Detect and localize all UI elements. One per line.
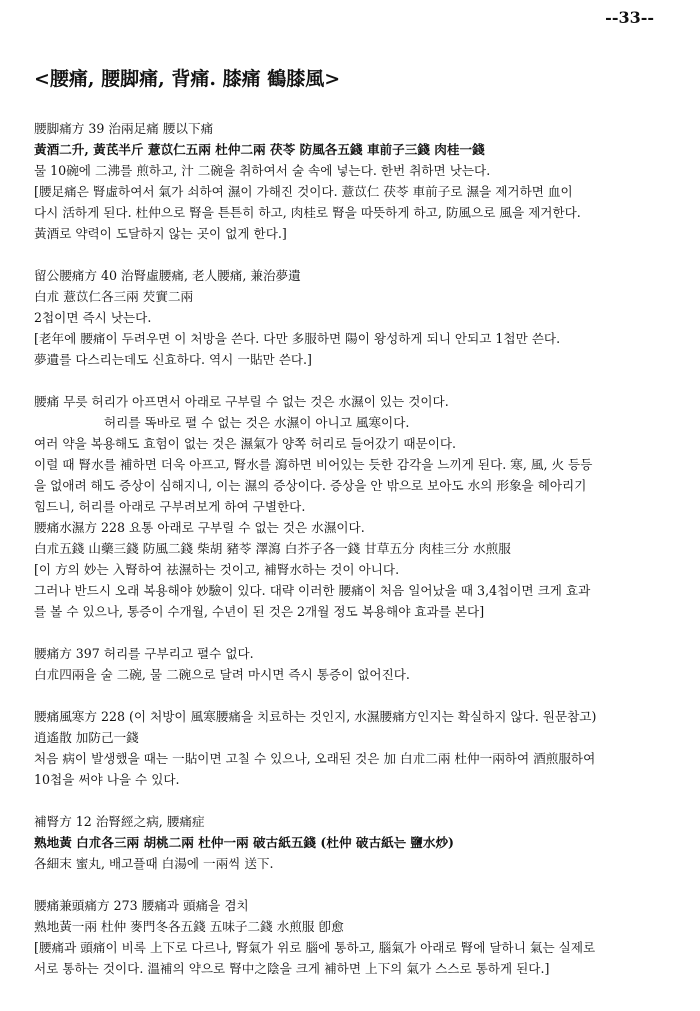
commentary-line: 그러나 반드시 오래 복용해야 妙驗이 있다. 대략 이러한 腰痛이 처음 일어났을 때 3,4첩이면 크게 효과 [34,583,591,598]
section-gap [34,622,674,643]
prescription-heading: 腰脚痛方 39 治兩足痛 腰以下痛 [34,121,214,136]
section-gap [34,685,674,706]
prescription-heading: 腰痛水濕方 228 요통 아래로 구부릴 수 없는 것은 水濕이다. [34,520,365,535]
preparation-line: 물 10碗에 二沸를 煎하고, 汁 二碗을 취하여서 술 속에 넣는다. 한번 취하면 낫는다. [34,163,491,178]
body-text-line: 을 없애려 해도 증상이 심해지니, 이는 濕의 증상이다. 증상을 안 밖으로 보아도 水의 形象을 헤아리기 [34,478,587,493]
section-gap [34,244,674,265]
section-waist-and-head-pain [34,895,674,979]
preparation-line: 白朮四兩을 술 二碗, 물 二碗으로 달려 마시면 즉시 통증이 없어진다. [34,667,410,682]
prescription-heading: 腰痛方 397 허리를 구부리고 펼수 없다. [34,646,254,661]
page-number: --33-- [605,8,654,27]
section-waist-pain-water-dampness [34,391,674,622]
commentary-line: 서로 통하는 것이다. 溫補의 약으로 腎中之陰을 크게 補하면 上下의 氣가 스스로 통하게 된다.] [34,961,550,976]
section-gap [34,790,674,811]
commentary-line: 를 볼 수 있으나, 통증이 수개월, 수년이 된 것은 2개월 정도 복용해야 효과를 본다] [34,604,485,619]
preparation-line: 各細末 蜜丸, 배고플때 白湯에 一兩씩 送下. [34,856,274,871]
commentary-line: [이 方의 妙는 入腎하여 祛濕하는 것이고, 補腎水하는 것이 아니다. [34,562,400,577]
prescription-heading: 腰痛兼頭痛方 273 腰痛과 頭痛을 겸치 [34,898,249,913]
body-text-line: 힘드니, 허리를 아래로 구부려보게 하여 구별한다. [34,499,306,514]
document-body [34,118,674,979]
section-waistleg-pain-prescription [34,118,674,244]
ingredient-line: 白朮 薏苡仁各三兩 芡實二兩 [34,289,194,304]
ingredient-line: 熟地黃 白朮各三兩 胡桃二兩 杜仲一兩 破古紙五錢 (杜仲 破古紙는 鹽水炒) [34,835,454,850]
commentary-line: 夢遺를 다스리는데도 신효하다. 역시 一貼만 쓴다.] [34,352,312,367]
preparation-line: 처음 病이 발생했을 때는 一貼이면 고칠 수 있으나, 오래된 것은 加 白朮二兩 杜仲一兩하여 酒煎服하여 [34,751,596,766]
body-text-line: 腰痛 무릇 허리가 아프면서 아래로 구부릴 수 없는 것은 水濕이 있는 것이다. [34,394,449,409]
prescription-heading: 腰痛風寒方 228 (이 처방이 風寒腰痛을 치료하는 것인지, 水濕腰痛方인지는 확실하지 않다. 원문참고) [34,709,597,724]
commentary-line: 黃酒로 약력이 도달하지 않는 곳이 없게 한다.] [34,226,287,241]
section-gap [34,370,674,391]
body-text-line: 여러 약을 복용해도 효험이 없는 것은 濕氣가 양쪽 허리로 들어갔기 때문이다. [34,436,457,451]
chapter-title: <腰痛, 腰脚痛, 背痛. 膝痛 鶴膝風> [34,68,341,90]
section-wind-cold-waist-pain [34,706,674,790]
section-kidney-tonifying-prescription [34,811,674,874]
ingredient-line: 白朮五錢 山藥三錢 防風二錢 柴胡 豬苓 澤瀉 白芥子各一錢 甘草五分 肉桂三分 水煎服 [34,541,511,556]
preparation-line: 2첩이면 즉시 낫는다. [34,310,152,325]
prescription-heading: 補腎方 12 治腎經之病, 腰痛症 [34,814,205,829]
commentary-line: [腰痛과 頭痛이 비록 上下로 다르나, 腎氣가 위로 腦에 통하고, 腦氣가 아래로 腎에 달하니 氣는 실제로 [34,940,596,955]
commentary-line: [老年에 腰痛이 두려우면 이 처방을 쓴다. 다만 多服하면 陽이 왕성하게 되니 안되고 1첩만 쓴다. [34,331,561,346]
section-kidney-deficiency-waist-pain [34,265,674,370]
prescription-heading: 留公腰痛方 40 治腎虛腰痛, 老人腰痛, 兼治夢遺 [34,268,301,283]
body-text-line: 이럴 때 腎水를 補하면 더욱 아프고, 腎水를 瀉하면 비어있는 듯한 감각을 느끼게 된다. 寒, 風, 火 등등 [34,457,593,472]
section-gap [34,874,674,895]
ingredient-line: 黃酒二升, 黃芪半斤 薏苡仁五兩 杜仲二兩 茯苓 防風各五錢 車前子三錢 肉桂一錢 [34,142,485,157]
body-text-line: 허리를 똑바로 펼 수 없는 것은 水濕이 아니고 風寒이다. [104,415,410,430]
ingredient-line: 熟地黃一兩 杜仲 麥門冬各五錢 五味子二錢 水煎服 卽愈 [34,919,344,934]
commentary-line: [腰足痛은 腎虛하여서 氣가 쇠하여 濕이 가해진 것이다. 薏苡仁 茯苓 車前子로 濕을 제거하면 血이 [34,184,573,199]
section-waist-pain-prescription [34,643,674,685]
commentary-line: 다시 活하게 된다. 杜仲으로 腎을 튼튼히 하고, 肉桂로 腎을 따뜻하게 하고, 防風으로 風을 제거한다. [34,205,581,220]
preparation-line: 10첩을 써야 나을 수 있다. [34,772,180,787]
ingredient-line: 逍遙散 加防己一錢 [34,730,139,745]
